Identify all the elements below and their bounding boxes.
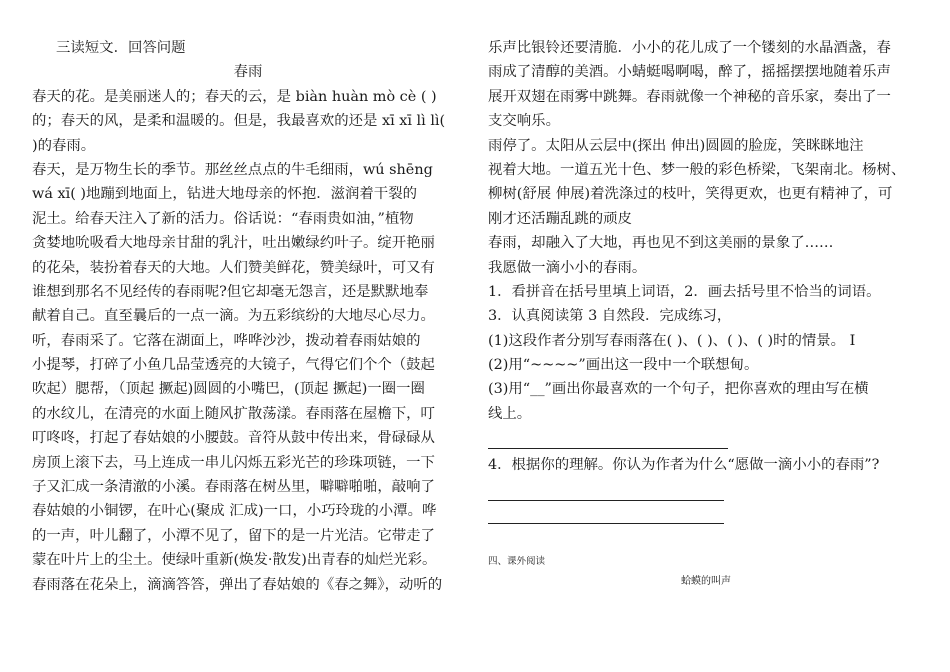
text-line: 泥土。给春天注入了新的活力。俗话说：“春雨贵如油，”植物	[32, 210, 414, 227]
text-line: 刚才还活蹦乱跳的顽皮	[488, 210, 632, 227]
text-line: 谁想到那名不见经传的春雨呢?但它却毫无怨言，还是默默地奉	[32, 283, 429, 300]
text-line: 的花朵，装扮着春天的大地。人们赞美鲜花，赞美绿叶，可又有	[32, 259, 435, 276]
text-line: 吹起）腮帮，（顶起 撅起)圆圆的小嘴巴，(顶起 撅起)一圈一圈	[32, 381, 425, 398]
passage-title: 春雨	[233, 64, 263, 81]
text-line: 蒙在叶片上的尘土。使绿叶重新(焕发·散发)出青春的灿烂光彩。	[32, 552, 437, 569]
answer-line[interactable]	[488, 509, 724, 524]
text-line: 支交响乐。	[488, 113, 560, 130]
text-line: 春天，是万物生长的季节。那丝丝点点的牛毛细雨，wú shēng	[32, 161, 433, 178]
text-line: 雨停了。太阳从云层中(探出 伸出)圆圆的脸庞，笑眯眯地注	[488, 137, 864, 154]
question-line: (1)这段作者分别写春雨落在( )、( )、( )、( )时的情景。 I	[488, 332, 856, 349]
text-line: 视着大地。一道五光十色、梦一般的彩色桥梁，飞架南北。杨树、	[488, 161, 906, 178]
section-4-heading: 四、课外阅读	[488, 555, 546, 567]
text-line: 献着自己。直至曩后的一点一滴。为五彩缤纷的大地尽心尽力。	[32, 308, 435, 325]
text-line: 的；春天的风，是柔和温暖的。但是，我最喜欢的还是 xī xī lì lì(	[32, 113, 446, 130]
text-line: 小提琴，打碎了小鱼几品莹透亮的大镜子，气得它们个个（鼓起	[32, 357, 435, 374]
next-passage-title: 蛤蟆的叫声	[681, 575, 731, 587]
text-line: 叮咚咚，打起了春姑娘的小腰鼓。音符从鼓中传出来，骨碌碌从	[32, 430, 435, 447]
question-line: (2)用“~~~~”画出这一段中一个联想甸。	[488, 357, 759, 374]
text-line: 听，春雨采了。它落在湖面上，哗哗沙沙，拨动着春雨姑娘的	[32, 332, 421, 349]
text-line: 我愿做一滴小小的春雨。	[488, 259, 647, 276]
text-line: 雨成了清醇的美酒。小蜻蜓喝啊喝，醉了，摇摇摆摆地随着乐声	[488, 64, 891, 81]
text-line: 春雨落在花朵上，滴滴答答，弹出了春姑娘的《春之舞》，动听的	[32, 576, 443, 593]
text-line: )的春雨。	[32, 137, 96, 154]
text-line: 柳树(舒展 伸展)着洗涤过的枝叶，笑得更欢，也更有精神了，可	[488, 186, 893, 203]
answer-line[interactable]	[488, 486, 724, 501]
question-line: 1．看拼音在括号里填上词语，2．画去括号里不恰当的词语。	[488, 283, 881, 300]
passage-body-right	[488, 36, 924, 280]
text-line: 春姑娘的小铜锣，在叶心(聚成 汇成)一口，小巧玲珑的小潭。哗	[32, 503, 437, 520]
text-line: wá xī( )地蹦到地面上，钻进大地母亲的怀抱．滋润着干裂的	[32, 186, 417, 203]
question-line: 3．认真阅读第 3 自然段．完成练习，	[488, 308, 732, 325]
text-line: 子又汇成一条清澈的小溪。春雨落在树丛里，噼噼啪啪，敲响了	[32, 479, 435, 496]
text-line: 的一声，叶儿翻了，小潭不见了，留下的是一片光洁。它带走了	[32, 527, 435, 544]
questions	[488, 280, 924, 426]
question-line: 线上。	[488, 405, 532, 422]
right-column	[488, 36, 924, 592]
passage-body-left	[32, 85, 464, 597]
answer-line[interactable]	[488, 434, 728, 449]
text-line: 乐声比银铃还要清脆．小小的花儿成了一个镂刻的水晶酒盏，春	[488, 40, 891, 56]
question-4: 4．根据你的理解。你认为作者为什么“愿做一滴小小的春雨”?	[488, 457, 880, 474]
text-line: 贪婪地吮吸看大地母亲甘甜的乳汁，吐出嫩绿约叶子。绽开艳丽	[32, 235, 435, 252]
question-line: (3)用“__”画出你最喜欢的一个句子，把你喜欢的理由写在横	[488, 381, 869, 398]
section-heading: 三读短文．回答问题	[56, 40, 186, 56]
left-column	[32, 36, 464, 597]
text-line: 展开双翅在雨雾中跳舞。春雨就像一个神秘的音乐家，奏出了一	[488, 88, 891, 105]
text-line: 房顶上滚下去，马上连成一串儿闪烁五彩光芒的珍珠项链，一下	[32, 454, 435, 471]
text-line: 的水纹儿，在清亮的水面上随风扩散荡漾。春雨落在屋檐下，叮	[32, 405, 435, 422]
text-line: 春雨，却融入了大地，再也见不到这美丽的景象了……	[488, 235, 834, 252]
text-line: 春天的花。是美丽迷人的；春天的云，是 biàn huàn mò cè ( )	[32, 88, 437, 105]
